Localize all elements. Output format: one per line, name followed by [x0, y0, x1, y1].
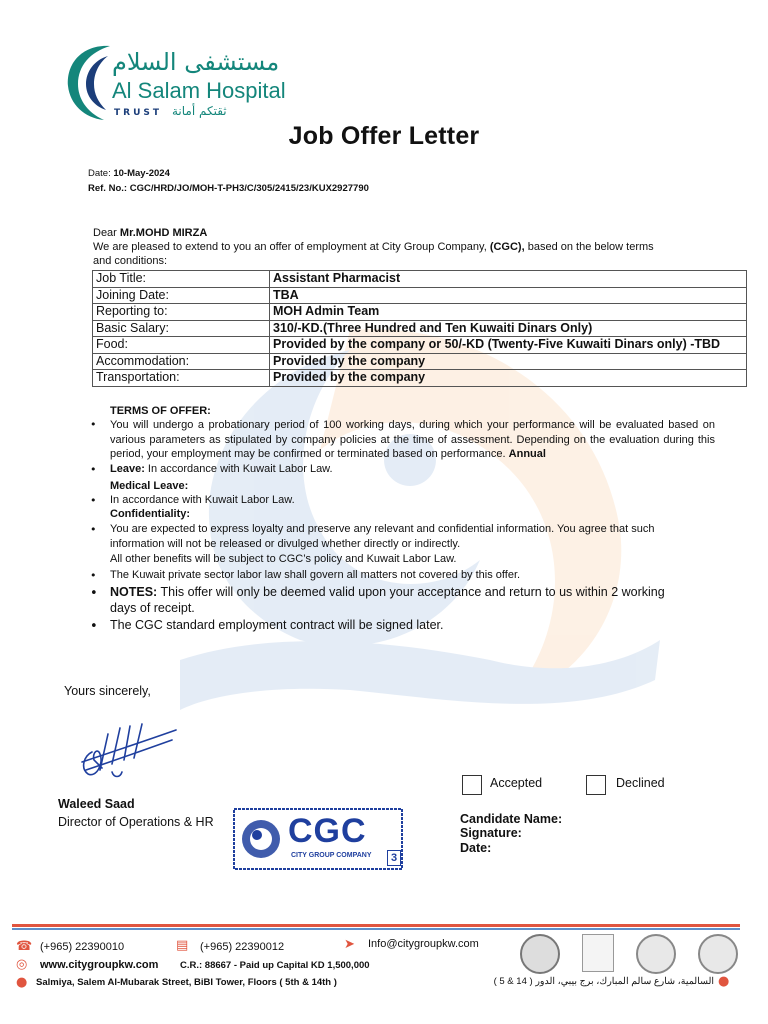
company-stamp [233, 808, 403, 870]
contract-text: The CGC standard employment contract will be signed later. [110, 618, 444, 632]
page-title: Job Offer Letter [288, 122, 480, 150]
other-benefits-text: All other benefits will be subject to CGC’s policy and Kuwait Labor Law. [110, 553, 457, 565]
location-icon: ● [16, 975, 28, 990]
accepted-checkbox[interactable] [462, 775, 482, 795]
footer-address-arabic: السالمية، شارع سالم المبارك، برج بيبي، الدور ( 14 & 5 ) [493, 976, 714, 987]
offer-field-label: Job Title: [93, 271, 270, 288]
notes-label: NOTES: [110, 585, 158, 599]
offer-field-label: Basic Salary: [93, 320, 270, 337]
bullet-icon: • [90, 523, 97, 536]
offer-field-value: Assistant Pharmacist [270, 271, 747, 288]
globe-icon: ◎ [16, 957, 28, 972]
hospital-name-arabic: مستشفى السلام [112, 48, 280, 76]
table-row [93, 337, 747, 354]
certification-seal-icon [520, 934, 560, 974]
offer-field-value: MOH Admin Team [270, 304, 747, 321]
bullet-icon: • [90, 463, 97, 476]
dear-label: Dear [93, 227, 120, 239]
intro-text: We are pleased to extend to you an offer of employment at City Group Company, [93, 241, 490, 253]
hospital-emblem-icon [64, 42, 112, 122]
footer-divider [12, 924, 740, 927]
footer-website[interactable]: www.citygroupkw.com [40, 959, 159, 971]
signer-name: Waleed Saad [58, 797, 135, 811]
footer-fax: (+965) 22390012 [200, 941, 285, 953]
stamp-subtext: CITY GROUP COMPANY [291, 852, 372, 859]
fax-icon: ▤ [176, 938, 189, 953]
intro-text-continued: and conditions: [93, 255, 167, 267]
notes-text: This offer will only be deemed valid upon your acceptance and return to us within 2 working [157, 585, 665, 599]
iso-seal-icon [636, 934, 676, 974]
table-row [93, 271, 747, 288]
ref-label: Ref. No.: [88, 183, 130, 194]
annual-label: Annual [508, 448, 546, 461]
handwritten-signature [72, 712, 182, 788]
declined-label: Declined [616, 776, 665, 790]
notes-block [110, 584, 716, 616]
probation-text: You will undergo a probationary period of 100 working days, during which your performance will be evaluated based on various parameters as stipulated by company policies at the time of assessment. Depending on the evaluation during this period, your employment may be confirmed or terminated based on performance. [110, 419, 715, 461]
offer-field-value: Provided by the company [270, 353, 747, 370]
table-row [93, 287, 747, 304]
annual-leave-text: In accordance with Kuwait Labor Law. [144, 463, 333, 475]
footer-cr: C.R.: 88667 - Paid up Capital KD 1,500,000 [180, 960, 370, 971]
offer-field-value: Provided by the company [270, 370, 747, 387]
terms-annual-leave [110, 462, 333, 477]
intro-company: (CGC), [489, 241, 525, 253]
labor-law-text: The Kuwait private sector labor law shall govern all matters not covered by this offer. [110, 569, 521, 581]
confidentiality-label: Confidentiality: [110, 508, 191, 520]
candidate-name: Mr.MOHD MIRZA [119, 227, 208, 239]
bullet-icon: • [90, 569, 97, 582]
offer-field-label: Food: [93, 337, 270, 354]
hospital-logo [64, 38, 286, 122]
bullet-icon: • [90, 418, 97, 431]
terms-probation [110, 418, 715, 462]
stamp-main-text: CGC [288, 812, 367, 850]
medical-leave-label: Medical Leave: [110, 480, 189, 492]
bullet-icon: • [90, 494, 97, 507]
confidentiality-text-1: You are expected to express loyalty and preserve any relevant and confidential information. You agree that such [110, 523, 655, 535]
letter-date [88, 168, 170, 179]
greeting-block [93, 226, 713, 268]
offer-field-value: Provided by the company or 50/-KD (Twenty-Five Kuwaiti Dinars only) -TBD [270, 337, 747, 354]
iso-seal-icon [698, 934, 738, 974]
footer-phone: (+965) 22390010 [40, 941, 125, 953]
hospital-tagline-arabic: ثقتكم أمانة [172, 104, 227, 118]
intro-text-end: based on the below terms [524, 241, 654, 253]
letter-reference [88, 183, 369, 194]
location-icon-arabic: ● [718, 974, 730, 989]
hospital-name-english: Al Salam Hospital [112, 78, 286, 103]
notes-text-continued: days of receipt. [110, 601, 195, 615]
hospital-tagline-english: TRUST [114, 108, 162, 118]
table-row [93, 370, 747, 387]
footer-divider-secondary [12, 928, 740, 930]
stamp-number: 3 [387, 850, 401, 866]
bullet-icon: • [90, 586, 98, 601]
date-label: Date: [88, 168, 114, 179]
bullet-icon: • [90, 619, 98, 634]
footer-email[interactable]: Info@citygroupkw.com [368, 938, 479, 950]
declined-checkbox[interactable] [586, 775, 606, 795]
offer-field-label: Joining Date: [93, 287, 270, 304]
date-field-label: Date: [460, 841, 492, 855]
offer-field-value: TBA [270, 287, 747, 304]
phone-icon: ☎ [16, 939, 33, 954]
signer-title: Director of Operations & HR [58, 815, 214, 829]
footer-address: Salmiya, Salem Al-Mubarak Street, BiBI Tower, Floors ( 5th & 14th ) [36, 977, 337, 988]
table-row [93, 353, 747, 370]
candidate-name-label: Candidate Name: [460, 812, 563, 826]
accepted-label: Accepted [490, 776, 543, 790]
ukas-badge-icon [582, 934, 614, 972]
leave-label: Leave: [110, 463, 145, 475]
date-value: 10-May-2024 [113, 168, 170, 179]
table-row [93, 304, 747, 321]
ref-value: CGC/HRD/JO/MOH-T-PH3/C/305/2415/23/KUX2927790 [129, 183, 369, 194]
signature-label: Signature: [460, 826, 522, 840]
terms-heading: TERMS OF OFFER: [110, 405, 211, 417]
closing-text: Yours sincerely, [64, 684, 151, 698]
offer-field-value: 310/-KD.(Three Hundred and Ten Kuwaiti Dinars Only) [270, 320, 747, 337]
offer-field-label: Reporting to: [93, 304, 270, 321]
email-icon: ➤ [344, 937, 355, 952]
offer-details-table [92, 270, 747, 387]
table-row [93, 320, 747, 337]
medical-leave-text: In accordance with Kuwait Labor Law. [110, 494, 295, 506]
offer-field-label: Transportation: [93, 370, 270, 387]
offer-field-label: Accommodation: [93, 353, 270, 370]
confidentiality-text-2: information will not be released or divulged whether directly or indirectly. [110, 538, 461, 550]
